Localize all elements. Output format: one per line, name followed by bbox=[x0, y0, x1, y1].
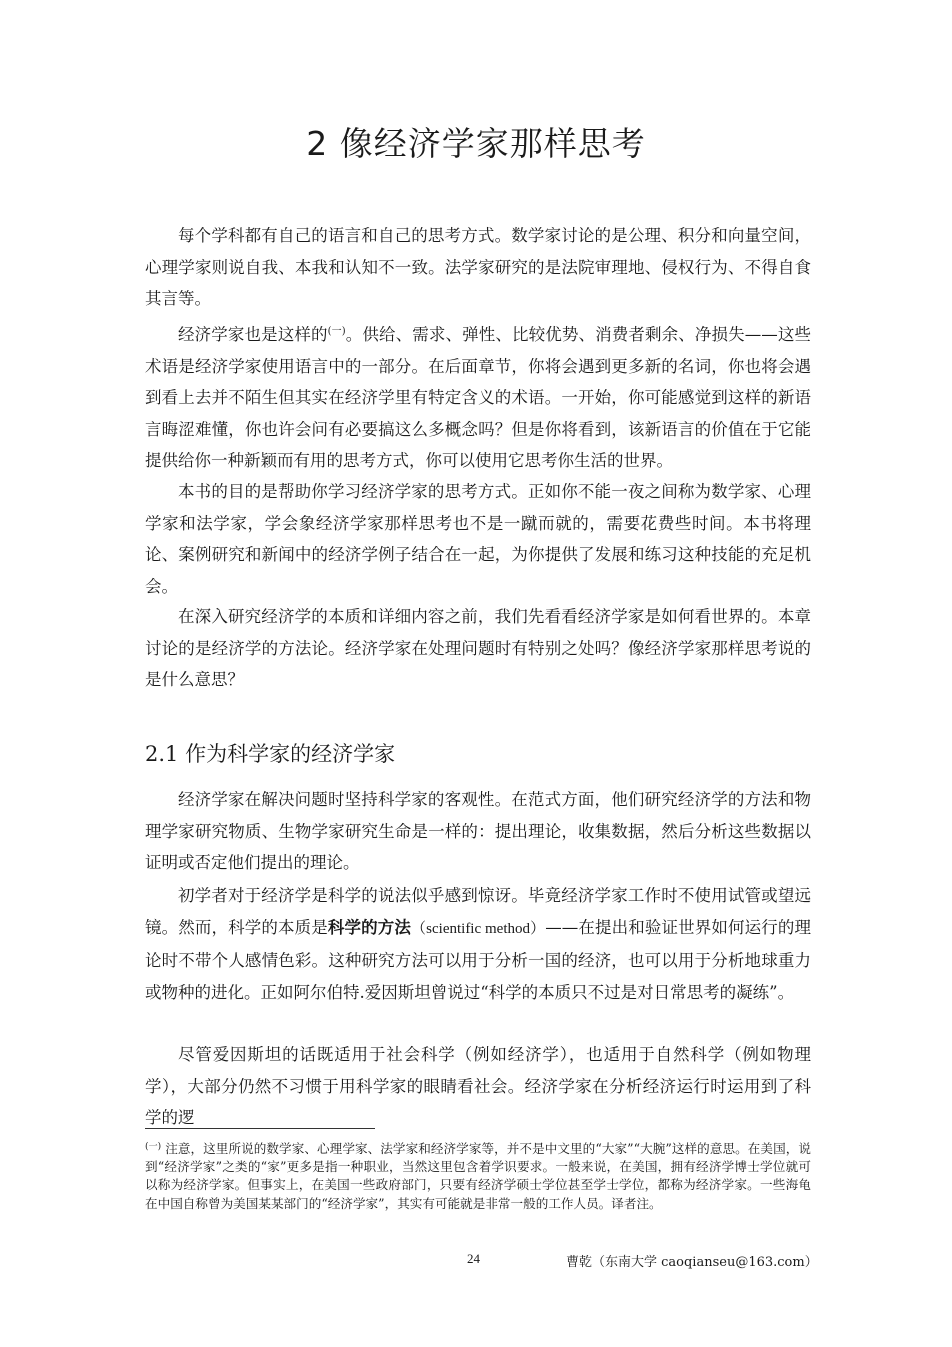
section-paragraph-3: 尽管爱因斯坦的话既适用于社会科学（例如经济学），也适用于自然科学（例如物理学），大部分仍然不习惯于用科学家的眼睛看社会。经济学家在分析经济运行时运用到了科学的逻 bbox=[145, 1045, 811, 1127]
section-number: 2.1 bbox=[145, 742, 179, 766]
intro-paragraph-3: 本书的目的是帮助你学习经济学家的思考方式。正如你不能一夜之间称为数学家、心理学家和法学家，学会象经济学家那样思考也不是一蹴而就的，需要花费些时间。本书将理论、案例研究和新闻中的经济学例子结合在一起，为你提供了发展和练习这种技能的充足机会。 bbox=[145, 482, 811, 596]
intro-paragraph-4: 在深入研究经济学的本质和详细内容之前，我们先看看经济学家是如何看世界的。本章讨论的是经济学的方法论。经济学家在处理问题时有特别之处吗？像经济学家那样思考说的是什么意思？ bbox=[145, 607, 811, 689]
section-paragraph-2 bbox=[145, 880, 811, 1008]
section-title: 作为科学家的经济学家 bbox=[185, 742, 396, 766]
section-heading bbox=[145, 738, 395, 768]
footnote-text: 注意，这里所说的数学家、心理学家、法学家和经济学家等，并不是中文里的“大家”“大腕”这样的意思。在美国，说到“经济学家”之类的“家”更多是指一种职业，当然这里包含着学识要求。一般来说，在美国，拥有经济学博士学位就可以称为经济学家。但事实上，在美国一些政府部门，只要有经济学硕士学位甚至学士学位，都称为经济学家。一些海龟在中国自称曾为美国某某部门的“经济学家”，其实有可能就是非常一般的工作人员。译者注。 bbox=[145, 1141, 811, 1211]
intro-paragraph-2-text-a: 经济学家也是这样的 bbox=[178, 325, 328, 344]
footer-author: 曹乾（东南大学 caoqianseu@163.com） bbox=[566, 1255, 818, 1270]
intro-paragraph-2 bbox=[145, 316, 811, 477]
key-term-english: （scientific method） bbox=[411, 920, 546, 937]
chapter-title: 2 像经济学家那样思考 bbox=[306, 124, 646, 163]
page-number: 24 bbox=[467, 1251, 480, 1266]
footnote-mark: (一) bbox=[145, 1142, 162, 1152]
intro-paragraph-2-text-b: 。供给、需求、弹性、比较优势、消费者剩余、净损失——这些术语是经济学家使用语言中的一部分。在后面章节，你将会遇到更多新的名词，你也将会遇到看上去并不陌生但其实在经济学里有特定含义的术语。一开始，你可能感觉到这样的新语言晦涩难懂，你也许会问有必要搞这么多概念吗？但是你将看到，该新语言的价值在于它能提供给你一种新颖而有用的思考方式，你可以使用它思考你生活的世界。 bbox=[145, 325, 812, 470]
footnote-divider bbox=[145, 1128, 375, 1129]
section-paragraph-1: 经济学家在解决问题时坚持科学家的客观性。在范式方面，他们研究经济学的方法和物理学家研究物质、生物学家研究生命是一样的：提出理论，收集数据，然后分析这些数据以证明或否定他们提出的理论。 bbox=[145, 790, 811, 872]
footnote-reference-mark[interactable]: (一) bbox=[327, 326, 346, 337]
section-paragraph-2-text-a: 初学者对于经济学是科学的说法似乎感到惊讶。毕竟经济学家工作时不使用试管或望远镜。然而，科学的本质是 bbox=[145, 886, 811, 937]
footnote bbox=[145, 1138, 811, 1213]
intro-paragraph-1: 每个学科都有自己的语言和自己的思考方式。数学家讨论的是公理、积分和向量空间，心理学家则说自我、本我和认知不一致。法学家研究的是法院审理地、侵权行为、不得自食其言等。 bbox=[145, 226, 811, 308]
key-term: 科学的方法 bbox=[327, 917, 412, 937]
section-paragraph-2-text-b: ——在提出和验证世界如何运行的理论时不带个人感情色彩。这种研究方法可以用于分析一国的经济，也可以用于分析地球重力或物种的进化。正如阿尔伯特.爱因斯坦曾说过“科学的本质只不过是对日常思考的凝练”。 bbox=[145, 917, 812, 1002]
